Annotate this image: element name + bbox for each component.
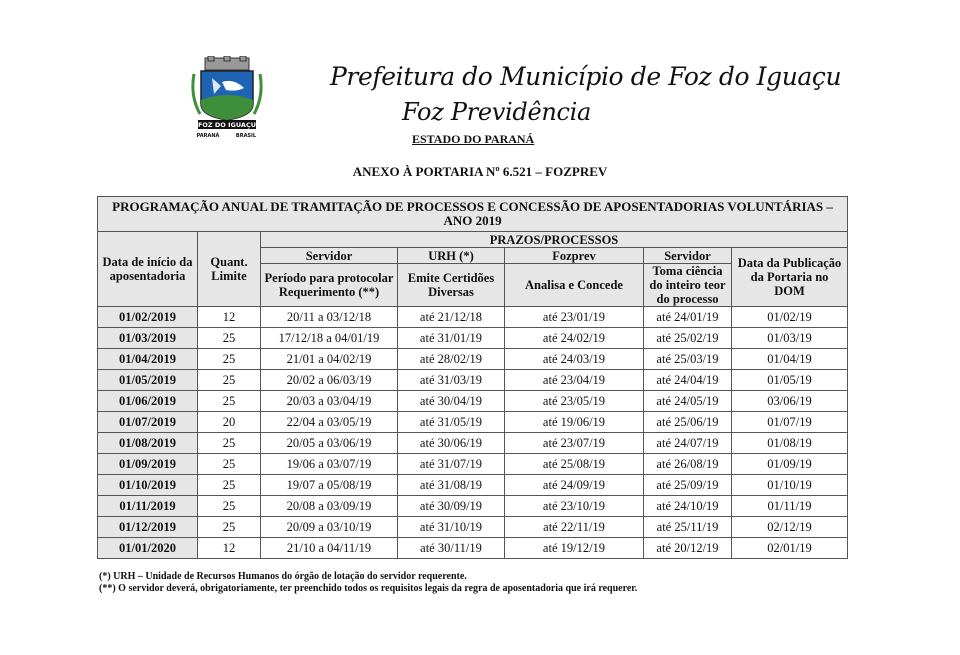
request-period-cell: 20/02 a 06/03/19 bbox=[261, 370, 398, 391]
quantity-cell: 25 bbox=[198, 349, 261, 370]
servidor-deadline-cell: até 20/12/19 bbox=[644, 538, 732, 559]
header-group-urh: URH (*) bbox=[398, 248, 505, 264]
request-period-cell: 17/12/18 a 04/01/19 bbox=[261, 328, 398, 349]
table-row bbox=[98, 370, 848, 391]
table-row bbox=[98, 412, 848, 433]
crest-left-label: PARANÁ bbox=[196, 133, 220, 139]
quantity-cell: 25 bbox=[198, 475, 261, 496]
request-period-cell: 20/09 a 03/10/19 bbox=[261, 517, 398, 538]
start-date-cell: 01/09/2019 bbox=[98, 454, 198, 475]
start-date-cell: 01/05/2019 bbox=[98, 370, 198, 391]
footnotes bbox=[99, 571, 637, 594]
start-date-cell: 01/08/2019 bbox=[98, 433, 198, 454]
quantity-cell: 25 bbox=[198, 496, 261, 517]
fozprev-deadline-cell: até 22/11/19 bbox=[505, 517, 644, 538]
quantity-cell: 25 bbox=[198, 433, 261, 454]
header-publication-date: Data da Publicação da Portaria no DOM bbox=[732, 248, 848, 307]
servidor-deadline-cell: até 24/10/19 bbox=[644, 496, 732, 517]
header-deadlines: PRAZOS/PROCESSOS bbox=[261, 232, 848, 248]
request-period-cell: 20/08 a 03/09/19 bbox=[261, 496, 398, 517]
organization-subtitle: Foz Previdência bbox=[402, 98, 592, 126]
header-group-fozprev: Fozprev bbox=[505, 248, 644, 264]
publication-date-cell: 01/09/19 bbox=[732, 454, 848, 475]
table-title: PROGRAMAÇÃO ANUAL DE TRAMITAÇÃO DE PROCESSOS E CONCESSÃO DE APOSENTADORIAS VOLUNTÁRIAS – ANO 2019 bbox=[98, 197, 848, 232]
servidor-deadline-cell: até 24/01/19 bbox=[644, 307, 732, 328]
urh-deadline-cell: até 30/11/19 bbox=[398, 538, 505, 559]
request-period-cell: 20/03 a 03/04/19 bbox=[261, 391, 398, 412]
table-row bbox=[98, 349, 848, 370]
fozprev-deadline-cell: até 23/01/19 bbox=[505, 307, 644, 328]
publication-date-cell: 01/05/19 bbox=[732, 370, 848, 391]
fozprev-deadline-cell: até 24/02/19 bbox=[505, 328, 644, 349]
quantity-cell: 25 bbox=[198, 328, 261, 349]
fozprev-deadline-cell: até 19/12/19 bbox=[505, 538, 644, 559]
header-group-servidor: Servidor bbox=[261, 248, 398, 264]
header-desc-acknowledge: Toma ciência do inteiro teor do processo bbox=[644, 264, 732, 307]
footnote-urh: (*) URH – Unidade de Recursos Humanos do órgão de lotação do servidor requerente. bbox=[99, 571, 467, 582]
urh-deadline-cell: até 31/10/19 bbox=[398, 517, 505, 538]
publication-date-cell: 03/06/19 bbox=[732, 391, 848, 412]
start-date-cell: 01/07/2019 bbox=[98, 412, 198, 433]
servidor-deadline-cell: até 25/11/19 bbox=[644, 517, 732, 538]
urh-deadline-cell: até 30/06/19 bbox=[398, 433, 505, 454]
urh-deadline-cell: até 28/02/19 bbox=[398, 349, 505, 370]
publication-date-cell: 01/03/19 bbox=[732, 328, 848, 349]
start-date-cell: 01/12/2019 bbox=[98, 517, 198, 538]
annex-title: ANEXO À PORTARIA Nº 6.521 – FOZPREV bbox=[352, 164, 608, 179]
request-period-cell: 20/05 a 03/06/19 bbox=[261, 433, 398, 454]
header-start-date: Data de início da aposentadoria bbox=[98, 232, 198, 307]
request-period-cell: 20/11 a 03/12/18 bbox=[261, 307, 398, 328]
quantity-cell: 25 bbox=[198, 391, 261, 412]
request-period-cell: 22/04 a 03/05/19 bbox=[261, 412, 398, 433]
table-row bbox=[98, 433, 848, 454]
urh-deadline-cell: até 31/01/19 bbox=[398, 328, 505, 349]
quantity-cell: 25 bbox=[198, 517, 261, 538]
crest-banner-text: FOZ DO IGUAÇU bbox=[197, 121, 257, 130]
start-date-cell: 01/04/2019 bbox=[98, 349, 198, 370]
state-label: ESTADO DO PARANÁ bbox=[412, 132, 535, 146]
servidor-deadline-cell: até 24/05/19 bbox=[644, 391, 732, 412]
publication-date-cell: 01/11/19 bbox=[732, 496, 848, 517]
schedule-table bbox=[97, 196, 848, 559]
fozprev-deadline-cell: até 23/10/19 bbox=[505, 496, 644, 517]
table-row bbox=[98, 307, 848, 328]
publication-date-cell: 01/04/19 bbox=[732, 349, 848, 370]
table-row bbox=[98, 328, 848, 349]
urh-deadline-cell: até 31/03/19 bbox=[398, 370, 505, 391]
fozprev-deadline-cell: até 24/03/19 bbox=[505, 349, 644, 370]
crest-right-label: BRASIL bbox=[235, 133, 257, 139]
quantity-cell: 12 bbox=[198, 307, 261, 328]
fozprev-deadline-cell: até 19/06/19 bbox=[505, 412, 644, 433]
table-row bbox=[98, 496, 848, 517]
quantity-cell: 20 bbox=[198, 412, 261, 433]
publication-date-cell: 01/10/19 bbox=[732, 475, 848, 496]
header-desc-analyze: Analisa e Concede bbox=[505, 264, 644, 307]
start-date-cell: 01/06/2019 bbox=[98, 391, 198, 412]
start-date-cell: 01/11/2019 bbox=[98, 496, 198, 517]
servidor-deadline-cell: até 25/02/19 bbox=[644, 328, 732, 349]
servidor-deadline-cell: até 25/03/19 bbox=[644, 349, 732, 370]
header-desc-certificates: Emite Certidões Diversas bbox=[398, 264, 505, 307]
fozprev-deadline-cell: até 24/09/19 bbox=[505, 475, 644, 496]
urh-deadline-cell: até 21/12/18 bbox=[398, 307, 505, 328]
header-quantity-limit: Quant. Limite bbox=[198, 232, 261, 307]
publication-date-cell: 02/01/19 bbox=[732, 538, 848, 559]
table-row bbox=[98, 475, 848, 496]
request-period-cell: 19/06 a 03/07/19 bbox=[261, 454, 398, 475]
quantity-cell: 25 bbox=[198, 454, 261, 475]
schedule-table-wrapper bbox=[97, 196, 847, 559]
servidor-deadline-cell: até 25/06/19 bbox=[644, 412, 732, 433]
quantity-cell: 12 bbox=[198, 538, 261, 559]
request-period-cell: 21/10 a 04/11/19 bbox=[261, 538, 398, 559]
footnote-requirements: (**) O servidor deverá, obrigatoriamente, ter preenchido todos os requisitos legais da regra de aposentadoria que irá requerer. bbox=[99, 582, 638, 594]
servidor-deadline-cell: até 26/08/19 bbox=[644, 454, 732, 475]
urh-deadline-cell: até 30/09/19 bbox=[398, 496, 505, 517]
fozprev-deadline-cell: até 23/04/19 bbox=[505, 370, 644, 391]
servidor-deadline-cell: até 24/07/19 bbox=[644, 433, 732, 454]
start-date-cell: 01/10/2019 bbox=[98, 475, 198, 496]
start-date-cell: 01/03/2019 bbox=[98, 328, 198, 349]
table-row bbox=[98, 391, 848, 412]
urh-deadline-cell: até 31/07/19 bbox=[398, 454, 505, 475]
fozprev-deadline-cell: até 23/07/19 bbox=[505, 433, 644, 454]
table-row bbox=[98, 454, 848, 475]
start-date-cell: 01/02/2019 bbox=[98, 307, 198, 328]
header-group-servidor-2: Servidor bbox=[644, 248, 732, 264]
urh-deadline-cell: até 30/04/19 bbox=[398, 391, 505, 412]
servidor-deadline-cell: até 24/04/19 bbox=[644, 370, 732, 391]
table-body bbox=[98, 307, 848, 559]
publication-date-cell: 01/08/19 bbox=[732, 433, 848, 454]
publication-date-cell: 02/12/19 bbox=[732, 517, 848, 538]
urh-deadline-cell: até 31/08/19 bbox=[398, 475, 505, 496]
organization-title: Prefeitura do Município de Foz do Iguaçu bbox=[330, 62, 842, 91]
table-row bbox=[98, 517, 848, 538]
urh-deadline-cell: até 31/05/19 bbox=[398, 412, 505, 433]
header-desc-request-period: Período para protocolar Requerimento (**) bbox=[261, 264, 398, 307]
fozprev-deadline-cell: até 25/08/19 bbox=[505, 454, 644, 475]
request-period-cell: 19/07 a 05/08/19 bbox=[261, 475, 398, 496]
municipal-crest-icon bbox=[188, 56, 266, 140]
servidor-deadline-cell: até 25/09/19 bbox=[644, 475, 732, 496]
table-row bbox=[98, 538, 848, 559]
start-date-cell: 01/01/2020 bbox=[98, 538, 198, 559]
publication-date-cell: 01/07/19 bbox=[732, 412, 848, 433]
publication-date-cell: 01/02/19 bbox=[732, 307, 848, 328]
fozprev-deadline-cell: até 23/05/19 bbox=[505, 391, 644, 412]
quantity-cell: 25 bbox=[198, 370, 261, 391]
request-period-cell: 21/01 a 04/02/19 bbox=[261, 349, 398, 370]
